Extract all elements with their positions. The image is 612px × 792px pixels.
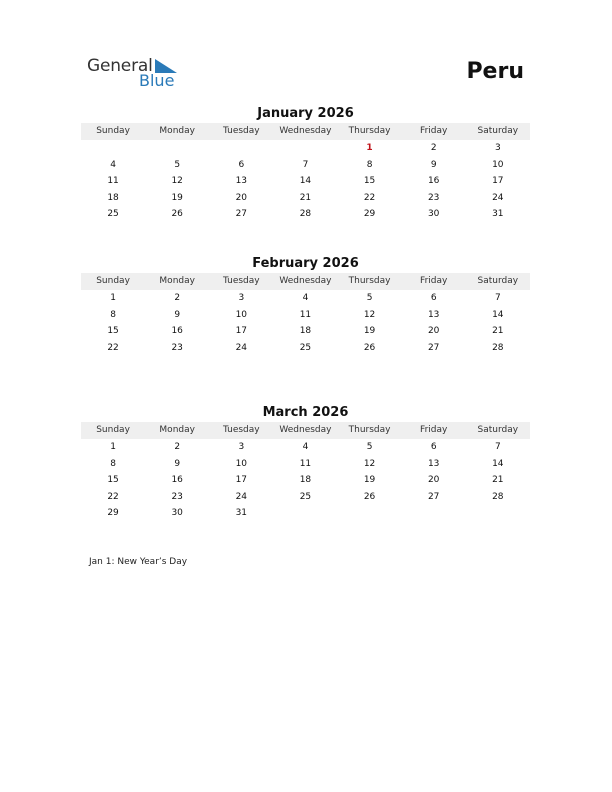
day-cell: 13: [427, 458, 440, 469]
week-row: [81, 307, 530, 324]
week-row: [81, 489, 530, 506]
weekday-header-row: [81, 273, 530, 290]
day-cell: 25: [107, 209, 119, 220]
day-cell: 24: [235, 342, 248, 353]
day-cell: [273, 505, 337, 522]
day-cell: 8: [110, 458, 116, 469]
weekday-label: Monday: [159, 425, 195, 435]
day-cell: 24: [492, 192, 504, 203]
day-cell: 20: [235, 192, 248, 203]
day-cell: 29: [363, 209, 376, 220]
day-cell: 18: [299, 475, 312, 486]
week-row: [81, 173, 530, 190]
week-row: [81, 472, 530, 489]
day-cell: 12: [363, 458, 376, 469]
week-row: [81, 206, 530, 223]
day-cell: 1: [110, 293, 116, 303]
week-grid: [81, 140, 530, 223]
day-cell: 18: [299, 326, 312, 337]
day-cell: 27: [427, 491, 440, 502]
day-cell: 2: [430, 143, 437, 153]
day-cell: 17: [492, 176, 504, 187]
day-cell: 18: [107, 192, 119, 203]
weekday-label: Thursday: [348, 425, 391, 435]
day-cell: 15: [107, 326, 119, 337]
day-cell: [145, 140, 209, 157]
month-title: January 2026: [257, 106, 354, 121]
day-cell: 10: [235, 458, 248, 469]
day-cell: 14: [299, 176, 312, 187]
day-cell: 19: [171, 192, 183, 203]
day-cell: 26: [363, 491, 376, 502]
day-cell: [81, 140, 145, 157]
day-cell: 21: [492, 475, 504, 486]
day-cell: [273, 140, 337, 157]
month-january: [81, 105, 530, 223]
logo-general-text: General: [87, 56, 153, 76]
day-cell: 9: [430, 159, 437, 170]
day-cell: 25: [299, 491, 312, 502]
day-cell: 30: [171, 508, 183, 519]
day-cell: 19: [363, 326, 376, 337]
day-cell: 1: [366, 143, 373, 153]
day-cell: 27: [427, 342, 440, 353]
day-cell: 5: [174, 159, 181, 170]
day-cell: 1: [110, 442, 116, 452]
day-cell: 5: [366, 442, 373, 452]
day-cell: 13: [427, 309, 440, 320]
day-cell: 26: [363, 342, 376, 353]
day-cell: 12: [171, 176, 183, 187]
month-title: February 2026: [252, 256, 359, 271]
day-cell: 4: [302, 293, 309, 303]
day-cell: 6: [238, 159, 245, 170]
holiday-notes: [89, 556, 187, 568]
day-cell: 6: [430, 442, 437, 452]
weekday-label: Friday: [420, 425, 448, 435]
day-cell: 27: [235, 209, 248, 220]
country-title: Peru: [466, 59, 524, 84]
weekday-label: Tuesday: [223, 425, 260, 435]
day-cell: [466, 505, 530, 522]
weekday-header-row: [81, 123, 530, 140]
day-cell: 15: [107, 475, 119, 486]
day-cell: 8: [110, 309, 116, 320]
day-cell: 23: [171, 342, 183, 353]
day-cell: 29: [107, 508, 119, 519]
weekday-label: Sunday: [96, 425, 130, 435]
day-cell: 3: [238, 442, 245, 452]
day-cell: 16: [171, 326, 183, 337]
weekday-label: Thursday: [348, 276, 391, 286]
weekday-label: Saturday: [477, 126, 519, 136]
day-cell: 7: [494, 293, 501, 303]
day-cell: 14: [492, 458, 504, 469]
week-row: [81, 456, 530, 473]
day-cell: 5: [366, 293, 373, 303]
day-cell: 17: [235, 326, 248, 337]
week-row: [81, 140, 530, 157]
day-cell: 31: [235, 508, 248, 519]
day-cell: 28: [299, 209, 312, 220]
weekday-label: Sunday: [96, 276, 130, 286]
day-cell: [338, 505, 402, 522]
weekday-label: Friday: [420, 276, 448, 286]
day-cell: 6: [430, 293, 437, 303]
day-cell: 4: [302, 442, 309, 452]
month-march: [81, 404, 530, 522]
weekday-label: Saturday: [477, 425, 519, 435]
day-cell: 7: [494, 442, 501, 452]
day-cell: 28: [492, 491, 504, 502]
week-row: [81, 190, 530, 207]
day-cell: 23: [427, 192, 440, 203]
day-cell: 22: [107, 491, 119, 502]
day-cell: 12: [363, 309, 376, 320]
day-cell: 13: [235, 176, 248, 187]
weekday-label: Saturday: [477, 276, 519, 286]
day-cell: 28: [492, 342, 504, 353]
day-cell: 8: [366, 159, 373, 170]
day-cell: 16: [171, 475, 183, 486]
day-cell: 23: [171, 491, 183, 502]
week-row: [81, 290, 530, 307]
day-cell: 9: [174, 458, 181, 469]
day-cell: 3: [494, 143, 501, 153]
day-cell: 22: [107, 342, 119, 353]
day-cell: 14: [492, 309, 504, 320]
weekday-label: Tuesday: [223, 276, 260, 286]
weekday-label: Wednesday: [279, 126, 332, 136]
weekday-label: Wednesday: [279, 425, 332, 435]
day-cell: 20: [427, 475, 440, 486]
day-cell: [402, 505, 466, 522]
day-cell: 11: [299, 309, 312, 320]
week-row: [81, 157, 530, 174]
day-cell: 2: [174, 293, 181, 303]
month-february: [81, 255, 530, 356]
day-cell: 9: [174, 309, 181, 320]
weekday-label: Monday: [159, 276, 195, 286]
day-cell: 19: [363, 475, 376, 486]
day-cell: 10: [492, 159, 504, 170]
day-cell: 22: [363, 192, 376, 203]
day-cell: 7: [302, 159, 309, 170]
week-grid: [81, 290, 530, 356]
day-cell: 31: [492, 209, 504, 220]
day-cell: 26: [171, 209, 183, 220]
holiday-note: Jan 1: New Year’s Day: [89, 557, 188, 567]
day-cell: 24: [235, 491, 248, 502]
weekday-label: Wednesday: [279, 276, 332, 286]
day-cell: 20: [427, 326, 440, 337]
weekday-label: Monday: [159, 126, 195, 136]
day-cell: 2: [174, 442, 181, 452]
logo: [87, 56, 187, 92]
week-row: [81, 439, 530, 456]
weekday-label: Thursday: [348, 126, 391, 136]
day-cell: 21: [299, 192, 312, 203]
weekday-label: Tuesday: [223, 126, 260, 136]
week-row: [81, 340, 530, 357]
day-cell: 4: [110, 159, 116, 170]
day-cell: 11: [107, 176, 119, 187]
week-grid: [81, 439, 530, 522]
day-cell: 21: [492, 326, 504, 337]
weekday-header-row: [81, 422, 530, 439]
logo-blue-text: Blue: [139, 71, 175, 90]
month-title: March 2026: [262, 405, 349, 420]
weekday-label: Sunday: [96, 126, 130, 136]
day-cell: 30: [427, 209, 440, 220]
day-cell: 11: [299, 458, 312, 469]
day-cell: 25: [299, 342, 312, 353]
week-row: [81, 323, 530, 340]
day-cell: [209, 140, 273, 157]
day-cell: 17: [235, 475, 248, 486]
weekday-label: Friday: [420, 126, 448, 136]
day-cell: 16: [427, 176, 440, 187]
week-row: [81, 505, 530, 522]
day-cell: 15: [363, 176, 376, 187]
day-cell: 3: [238, 293, 245, 303]
day-cell: 10: [235, 309, 248, 320]
